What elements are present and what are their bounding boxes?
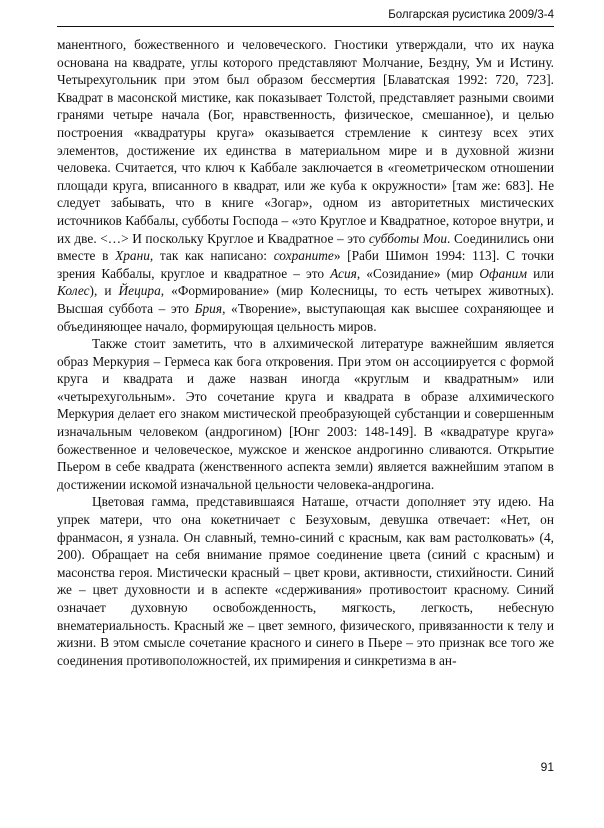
- header-rule: [57, 26, 554, 27]
- italic-term: Асия: [330, 265, 357, 281]
- text-run: Цветовая гамма, представившаяся Наташе, отчасти дополняет эту идею. На упрек матери, что она кокетничает с Безуховым, девушка отвечает: «Нет, он франмасон, я узнала. Он славный, темно-синий с красным, как вам растолковать» (4, 200). Обращает на себя внимание прямое соединение цвета (синий с красным) и масонства героя. Мистически красный – цвет крови, активности, стихийности. Синий же – цвет духовности и в аспекте «сдерживания» противостоит красному. Синий означает духовную освобожденность, мягкость, легкость, небесную внематериальность. Красный же – цвет земного, физического, привязанности к телу и жизни. В этом смысле сочетание красного и синего в Пьере – это признак все того же соединения противоположностей, их примирения и синкретизма в ан-: [57, 494, 554, 668]
- italic-term: Колес: [57, 283, 90, 299]
- italic-term: Храни: [115, 248, 150, 264]
- italic-term: субботы Мои: [368, 230, 448, 246]
- text-run: , «Формирование» (мир Колесницы, то есть четырех животных). Высшая суббота – это: [57, 283, 555, 316]
- text-run: , «Творение», выступающая как высшее сохраняющее и объединяющее начало, формирующая цельность миров.: [57, 300, 554, 334]
- italic-term: Офаним: [479, 265, 527, 281]
- text-run: , «Созидание» (мир: [356, 265, 480, 281]
- italic-term: Брия: [194, 300, 223, 316]
- running-head: Болгарская русистика 2009/3-4: [388, 9, 554, 21]
- body-text: [57, 36, 554, 669]
- paragraph: [57, 493, 554, 669]
- paragraph: [57, 36, 554, 335]
- text-run: или: [526, 265, 555, 281]
- italic-term: Йецира: [118, 283, 161, 299]
- text-run: Также стоит заметить, что в алхимической литературе важнейшим является образ Меркурия – Гермеса как бога откровения. При этом он ассоциируется с формой круга и квадрата и даже назван иногда «круглым и квадратным» или «четырехугольным». Это сочетание круга и квадрата в образе алхимического Меркурия делает его знаком мистической преобразующей субстанции и совершенным изначальным человеком (андрогином) [Юнг 2003: 148-149]. В «квадратуре круга» божественное и человеческое, мужское и женское андрогинно сливаются. Открытие Пьером в себе квадрата (женственного аспекта земли) является важнейшим этапом в достижении искомой изначальной цельности человека-андрогина.: [57, 336, 554, 492]
- text-run: ), и: [89, 283, 119, 299]
- paragraph: [57, 335, 554, 493]
- page-number: 91: [540, 760, 554, 774]
- text-run: . Соединились они вместе в: [57, 230, 554, 264]
- italic-term: сохраните: [273, 248, 334, 264]
- text-run: » [Раби Шимон 1994: 113]. С точки зрения Каббалы, круглое и квадратное – это: [57, 248, 555, 281]
- text-run: манентного, божественного и человеческого. Гностики утверждали, что их наука основана на квадрате, углы которого представляют Молчание, Бездну, Ум и Истину. Четырехугольник при этом был образом бессмертия [Блаватская 1992: 720, 723]. Квадрат в масонской мистике, как показывает Толстой, представляет разными своими гранями четыре начала (Бог, нравственность, физическое, смешанное), и целью построения «квадратуры круга» оказывается стремление к синтезу всех этих элементов, достижение их единства в материальном мире и в духовной жизни человека. Считается, что ключ к Каббале заключается в «геометрическом отношении площади круга, вписанного в квадрат, или же куба к окружности» [там же: 683]. Не следует забывать, что в книге «Зогар», одном из авторитетных мистических источников Каббалы, субботы Господа – «это Круглое и Квадратное, которое внутри, и их две. <…> И поскольку Круглое и Квадратное – это: [57, 37, 554, 246]
- text-run: , так как написано:: [149, 248, 274, 264]
